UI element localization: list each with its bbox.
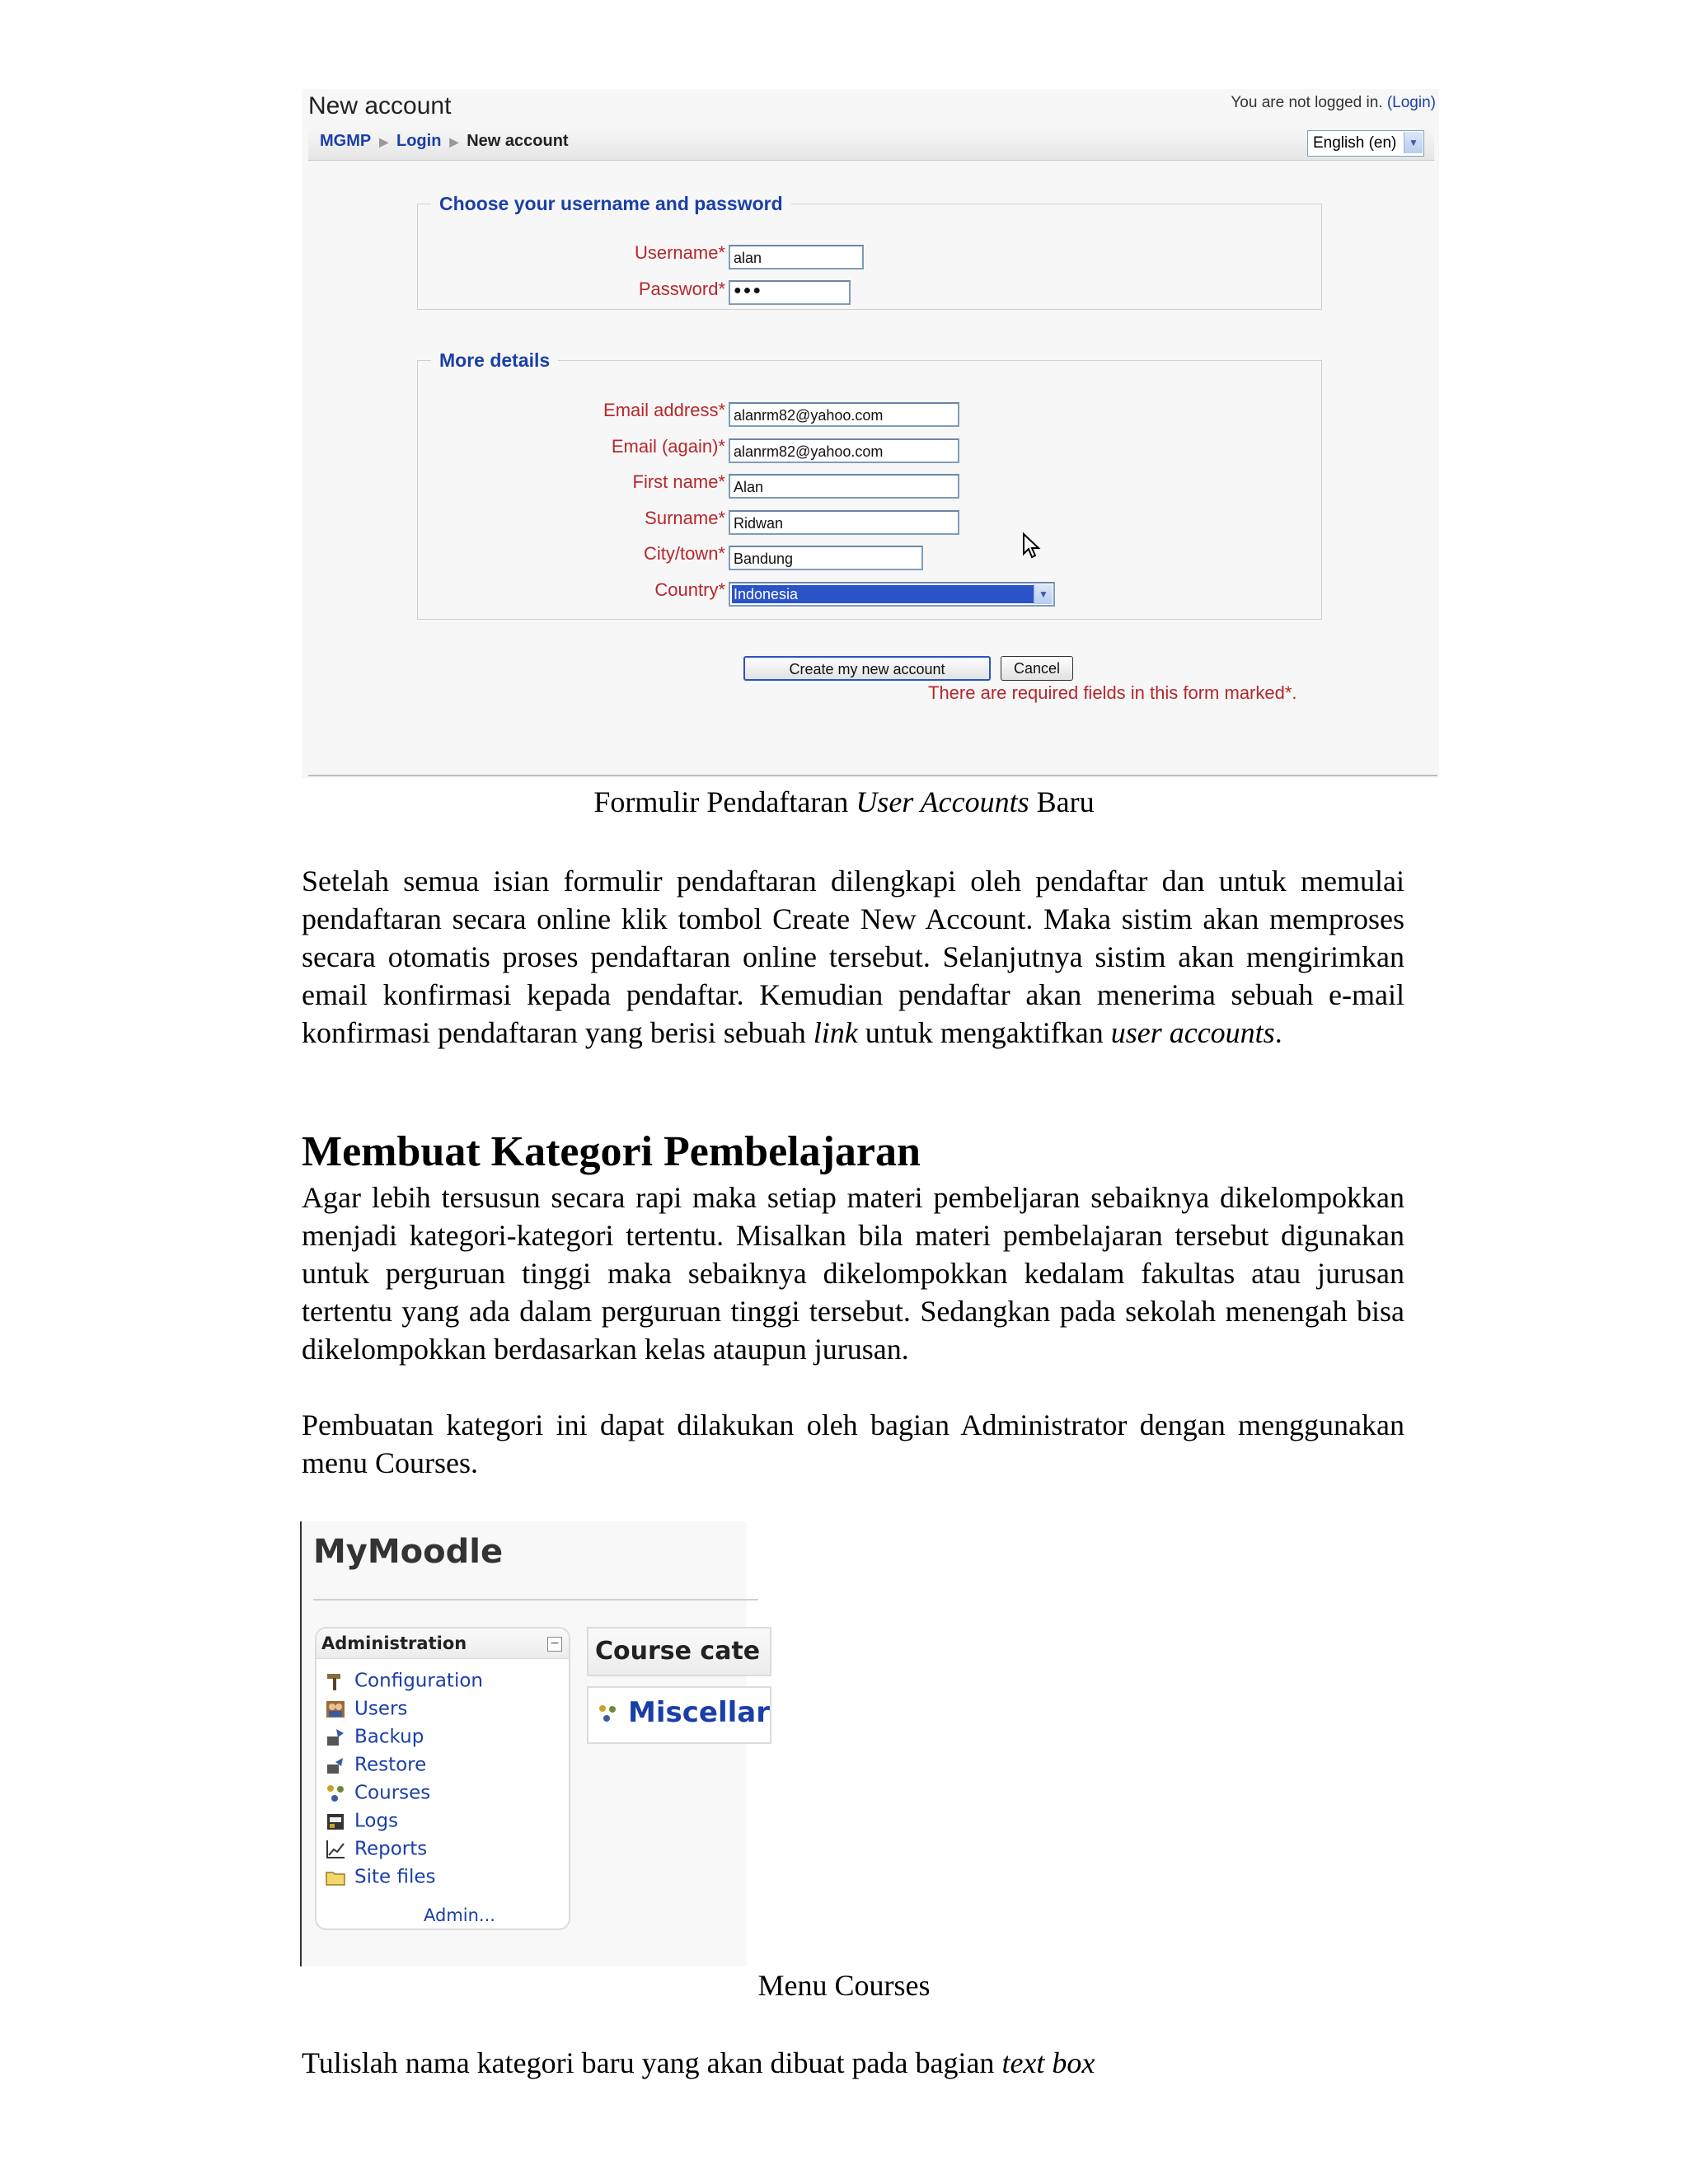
username-value: alan <box>734 250 762 266</box>
administration-header <box>316 1629 569 1659</box>
category-row[interactable] <box>587 1686 771 1744</box>
email-again-input[interactable] <box>729 438 959 463</box>
users-icon <box>325 1699 346 1720</box>
email-value: alanrm82@yahoo.com <box>734 407 884 424</box>
mouse-cursor-icon <box>1022 532 1042 564</box>
figure-caption-2: Menu Courses <box>757 1969 931 2002</box>
menu-item-backup[interactable] <box>325 1726 424 1750</box>
navbar <box>308 125 1434 161</box>
menu-item-site-files[interactable] <box>325 1866 435 1891</box>
email-input[interactable] <box>729 402 959 427</box>
email-again-label: Email (again)* <box>611 436 725 457</box>
menu-item-label: Courses <box>354 1782 431 1804</box>
caption-italic: User Accounts <box>856 785 1029 818</box>
admin-more-link[interactable]: Admin... <box>424 1905 495 1925</box>
cancel-button[interactable]: Cancel <box>1001 656 1073 681</box>
breadcrumb-separator: ▶ <box>449 135 459 148</box>
paragraph-italic: user accounts <box>1110 1016 1275 1049</box>
menu-item-label: Reports <box>354 1838 428 1860</box>
paragraph-italic: text box <box>1001 2046 1095 2079</box>
surname-value: Ridwan <box>734 515 784 532</box>
administration-title: Administration <box>321 1633 467 1653</box>
hammer-icon <box>325 1671 346 1692</box>
breadcrumb <box>320 132 569 151</box>
city-label: City/town* <box>643 543 725 564</box>
email-again-value: alanrm82@yahoo.com <box>734 443 884 460</box>
courses-icon <box>597 1703 618 1724</box>
menu-item-label: Restore <box>354 1754 427 1776</box>
paragraph-text: untuk mengaktifkan <box>857 1016 1111 1049</box>
login-status-text: You are not logged in. <box>1231 94 1383 111</box>
required-fields-note: There are required fields in this form marked*. <box>928 682 1297 703</box>
paragraph-admin: Pembuatan kategori ini dapat dilakukan oleh bagian Administrator dengan menggunakan menu Courses. <box>302 1408 1404 1479</box>
courses-icon <box>325 1783 346 1804</box>
paragraph-text: Setelah semua isian formulir pendaftaran dilengkapi oleh pendaftar dan untuk memulai pendaftaran secara online klik tombol Create New Account. Maka sistim akan memproses secara otomatis proses pendaftaran online tersebut. Selanjutnya sistim akan mengirimkan email konfirmasi kepada pendaftar. Kemudian pendaftar akan menerima sebuah e-mail konfirmasi pendaftaran yang berisi sebuah <box>302 865 1404 1049</box>
create-account-button[interactable]: Create my new account <box>743 656 991 681</box>
username-label: Username* <box>634 242 725 263</box>
paragraph-italic: link <box>813 1016 858 1049</box>
login-link[interactable]: (Login) <box>1386 94 1436 111</box>
city-value: Bandung <box>734 551 794 567</box>
page-title: New account <box>308 92 452 120</box>
firstname-value: Alan <box>734 479 764 495</box>
restore-icon <box>325 1755 346 1776</box>
login-status <box>1231 94 1436 112</box>
menu-item-label: Logs <box>354 1810 399 1832</box>
breadcrumb-separator: ▶ <box>379 135 388 148</box>
category-link[interactable]: Miscellar <box>628 1696 770 1729</box>
details-legend: More details <box>439 349 551 371</box>
menu-item-reports[interactable] <box>325 1838 427 1863</box>
header-divider <box>313 1599 758 1601</box>
country-label: Country* <box>654 579 725 600</box>
menu-item-label: Site files <box>354 1866 436 1888</box>
folder-icon <box>325 1867 346 1888</box>
menu-item-label: Configuration <box>354 1670 483 1692</box>
caption-text: Baru <box>1029 785 1095 818</box>
city-input[interactable] <box>729 546 923 570</box>
breadcrumb-login[interactable]: Login <box>396 132 442 150</box>
administration-block <box>315 1627 570 1930</box>
chevron-down-icon[interactable]: ▼ <box>1034 584 1053 604</box>
menu-item-label: Users <box>354 1698 408 1720</box>
menu-item-configuration[interactable] <box>325 1670 483 1694</box>
surname-label: Surname* <box>645 508 725 528</box>
menu-item-label: Backup <box>354 1726 424 1748</box>
paragraph-registration <box>302 862 1404 1052</box>
surname-input[interactable] <box>729 510 959 535</box>
language-select-value: English (en) <box>1313 134 1397 152</box>
email-label: Email address* <box>603 400 725 420</box>
paragraph-text: . <box>1274 1016 1282 1049</box>
site-brand[interactable]: MyMoodle <box>313 1533 504 1571</box>
menu-item-logs[interactable] <box>325 1810 398 1835</box>
course-categories-header <box>587 1627 771 1676</box>
firstname-label: First name* <box>632 471 725 492</box>
country-select[interactable] <box>729 582 1055 607</box>
menu-item-restore[interactable] <box>325 1754 426 1779</box>
username-input[interactable] <box>729 245 864 269</box>
firstname-input[interactable] <box>729 474 959 499</box>
reports-chart-icon <box>325 1839 346 1860</box>
chevron-down-icon[interactable]: ▼ <box>1404 132 1423 153</box>
breadcrumb-mgmp[interactable]: MGMP <box>320 132 372 150</box>
section-heading: Membuat Kategori Pembelajaran <box>302 1128 921 1175</box>
breadcrumb-current: New account <box>467 132 569 150</box>
course-categories-title: Course cate <box>595 1637 761 1666</box>
logs-icon <box>325 1811 346 1832</box>
password-value: ●●● <box>734 284 762 298</box>
collapse-icon[interactable]: − <box>547 1637 562 1652</box>
paragraph-categories: Agar lebih tersusun secara rapi maka setiap materi pembeljaran sebaiknya dikelompokkan menjadi kategori-kategori tertentu. Misalkan bila materi pembelajaran tersebut digunakan untuk perguruan tinggi maka sebaiknya dikelompokkan kedalam fakultas atau jurusan tertentu yang ada dalam perguruan tinggi tersebut. Sedangkan pada sekolah menengah bisa dikelompokkan berdasarkan kelas ataupun jurusan. <box>302 1181 1404 1366</box>
password-input[interactable] <box>729 280 851 305</box>
screenshot-bottom-divider <box>308 775 1437 776</box>
backup-icon <box>325 1727 346 1748</box>
credentials-legend: Choose your username and password <box>439 193 783 214</box>
menu-item-courses[interactable] <box>325 1782 430 1807</box>
language-select[interactable] <box>1307 130 1424 157</box>
caption-text: Formulir Pendaftaran <box>593 785 856 818</box>
paragraph-text: Tulislah nama kategori baru yang akan dibuat pada bagian <box>302 2046 1002 2079</box>
new-account-screenshot <box>302 89 1439 778</box>
password-label: Password* <box>638 279 725 299</box>
mymoodle-screenshot <box>300 1521 770 1966</box>
figure-caption-1 <box>0 785 1688 819</box>
country-value: Indonesia <box>734 586 799 602</box>
menu-item-users[interactable] <box>325 1698 407 1722</box>
paragraph-instruction <box>302 2044 1404 2082</box>
